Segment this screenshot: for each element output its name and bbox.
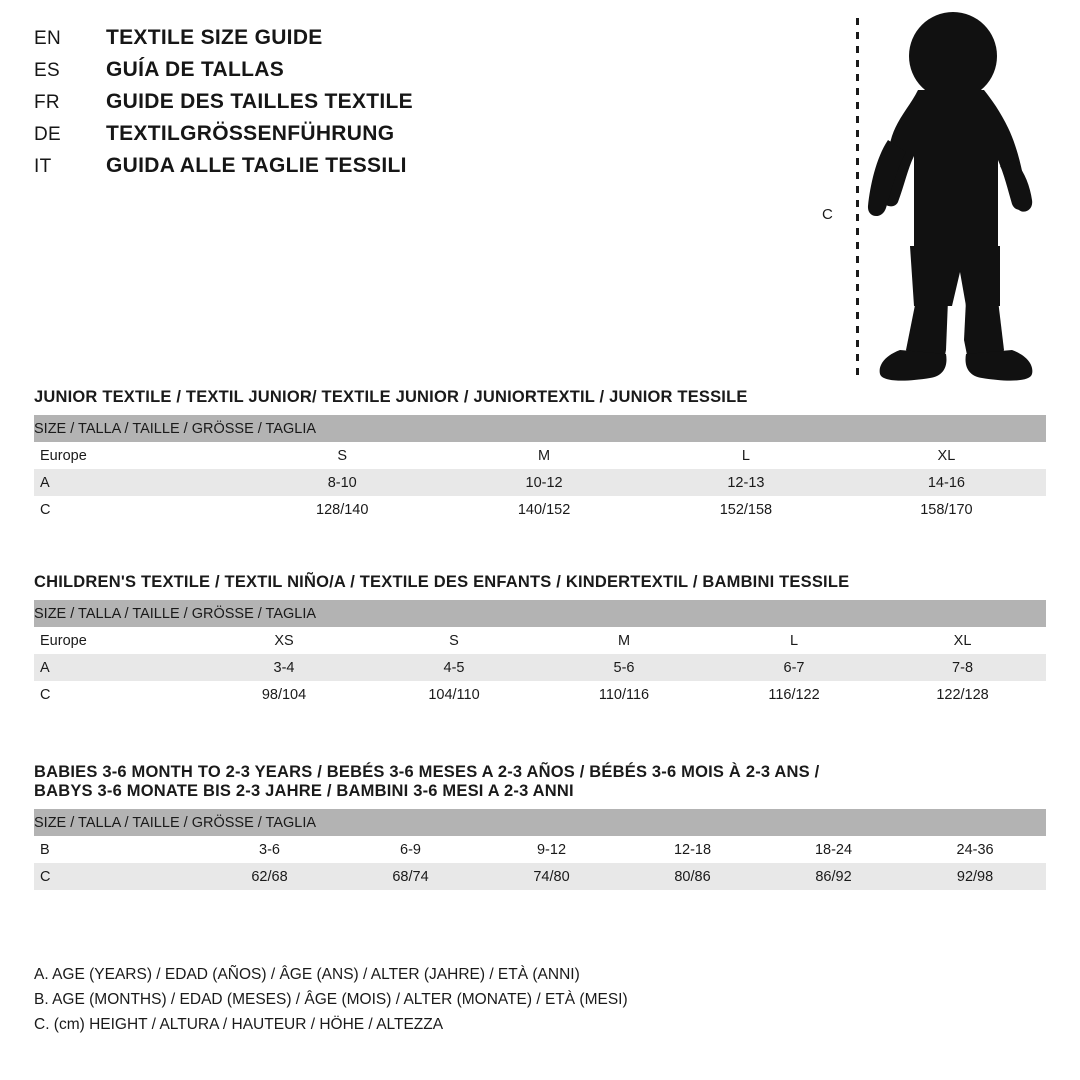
table-header-row: [34, 415, 1046, 442]
legend-line-b: B. AGE (MONTHS) / EDAD (MESES) / ÂGE (MOIS) / ALTER (MONATE) / ETÀ (MESI): [34, 991, 628, 1008]
cell-value: 122/128: [879, 681, 1046, 708]
section-babies-title-line1: BABIES 3-6 MONTH TO 2-3 YEARS / BEBÉS 3-6 MESES A 2-3 AÑOS / BÉBÉS 3-6 MOIS À 2-3 ANS /: [34, 763, 820, 781]
cell-value: XL: [847, 442, 1046, 469]
language-code-fr: FR: [34, 92, 60, 113]
cell-value: S: [369, 627, 539, 654]
cell-value: 5-6: [539, 654, 709, 681]
language-row-it: [34, 154, 554, 186]
cell-value: 14-16: [847, 469, 1046, 496]
language-code-en: EN: [34, 28, 61, 49]
cell-value: 4-5: [369, 654, 539, 681]
section-babies-title: [34, 763, 1046, 801]
section-babies-title-line2: BABYS 3-6 MONATE BIS 2-3 JAHRE / BAMBINI 3-6 MESI A 2-3 ANNI: [34, 782, 574, 800]
cell-value: 152/158: [645, 496, 847, 523]
cell-value: L: [645, 442, 847, 469]
cell-value: 10-12: [443, 469, 645, 496]
cell-value: 140/152: [443, 496, 645, 523]
row-label: C: [34, 863, 199, 890]
cell-value: 6-9: [340, 836, 481, 863]
language-title-de: TEXTILGRÖSSENFÜHRUNG: [106, 122, 395, 145]
cell-value: XS: [199, 627, 369, 654]
table-row: [34, 863, 1046, 890]
cell-value: 8-10: [241, 469, 443, 496]
child-silhouette-icon: [848, 10, 1048, 390]
language-row-de: [34, 122, 554, 154]
legend-line-a: A. AGE (YEARS) / EDAD (AÑOS) / ÂGE (ANS) / ALTER (JAHRE) / ETÀ (ANNI): [34, 966, 580, 983]
language-title-es: GUÍA DE TALLAS: [106, 58, 285, 81]
junior-size-table: [34, 415, 1046, 523]
cell-value: 12-18: [622, 836, 763, 863]
cell-value: 98/104: [199, 681, 369, 708]
section-children: [34, 573, 1046, 708]
children-table-header-label: SIZE / TALLA / TAILLE / GRÖSSE / TAGLIA: [34, 600, 1046, 627]
cell-value: 18-24: [763, 836, 904, 863]
cell-value: 62/68: [199, 863, 340, 890]
cell-value: 80/86: [622, 863, 763, 890]
babies-size-table: [34, 809, 1046, 890]
section-babies: [34, 763, 1046, 890]
language-header-block: [34, 26, 554, 186]
row-label: A: [34, 469, 241, 496]
measurement-figure: [800, 10, 1050, 390]
row-label: B: [34, 836, 199, 863]
cell-value: 110/116: [539, 681, 709, 708]
legend-block: [34, 962, 934, 1037]
table-row: [34, 836, 1046, 863]
language-title-it: GUIDA ALLE TAGLIE TESSILI: [106, 154, 407, 177]
language-title-fr: GUIDE DES TAILLES TEXTILE: [106, 90, 413, 113]
cell-value: 128/140: [241, 496, 443, 523]
cell-value: 7-8: [879, 654, 1046, 681]
row-label: Europe: [34, 442, 241, 469]
row-label: A: [34, 654, 199, 681]
section-junior: [34, 388, 1046, 523]
language-code-es: ES: [34, 60, 60, 81]
language-code-it: IT: [34, 156, 52, 177]
table-header-row: [34, 809, 1046, 836]
cell-value: M: [539, 627, 709, 654]
cell-value: 3-6: [199, 836, 340, 863]
cell-value: 104/110: [369, 681, 539, 708]
cell-value: 92/98: [904, 863, 1046, 890]
language-row-es: [34, 58, 554, 90]
table-row: [34, 654, 1046, 681]
table-row: [34, 442, 1046, 469]
cell-value: 86/92: [763, 863, 904, 890]
babies-table-header-label: SIZE / TALLA / TAILLE / GRÖSSE / TAGLIA: [34, 809, 1046, 836]
cell-value: 9-12: [481, 836, 622, 863]
cell-value: 68/74: [340, 863, 481, 890]
row-label: Europe: [34, 627, 199, 654]
table-row: [34, 681, 1046, 708]
children-size-table: [34, 600, 1046, 708]
section-children-title: CHILDREN'S TEXTILE / TEXTIL NIÑO/A / TEXTILE DES ENFANTS / KINDERTEXTIL / BAMBINI TESSILE: [34, 573, 850, 591]
cell-value: 158/170: [847, 496, 1046, 523]
cell-value: 116/122: [709, 681, 879, 708]
row-label: C: [34, 681, 199, 708]
row-label: C: [34, 496, 241, 523]
cell-value: 74/80: [481, 863, 622, 890]
cell-value: 24-36: [904, 836, 1046, 863]
language-title-en: TEXTILE SIZE GUIDE: [106, 26, 323, 49]
cell-value: S: [241, 442, 443, 469]
cell-value: XL: [879, 627, 1046, 654]
table-row: [34, 469, 1046, 496]
cell-value: 3-4: [199, 654, 369, 681]
section-junior-title: JUNIOR TEXTILE / TEXTIL JUNIOR/ TEXTILE JUNIOR / JUNIORTEXTIL / JUNIOR TESSILE: [34, 388, 748, 406]
table-row: [34, 496, 1046, 523]
height-measure-label: C: [822, 206, 833, 223]
language-code-de: DE: [34, 124, 61, 145]
cell-value: 6-7: [709, 654, 879, 681]
language-row-en: [34, 26, 554, 58]
language-row-fr: [34, 90, 554, 122]
junior-table-header-label: SIZE / TALLA / TAILLE / GRÖSSE / TAGLIA: [34, 415, 1046, 442]
cell-value: M: [443, 442, 645, 469]
table-row: [34, 627, 1046, 654]
legend-line-c: C. (cm) HEIGHT / ALTURA / HAUTEUR / HÖHE / ALTEZZA: [34, 1016, 444, 1033]
cell-value: L: [709, 627, 879, 654]
cell-value: 12-13: [645, 469, 847, 496]
table-header-row: [34, 600, 1046, 627]
